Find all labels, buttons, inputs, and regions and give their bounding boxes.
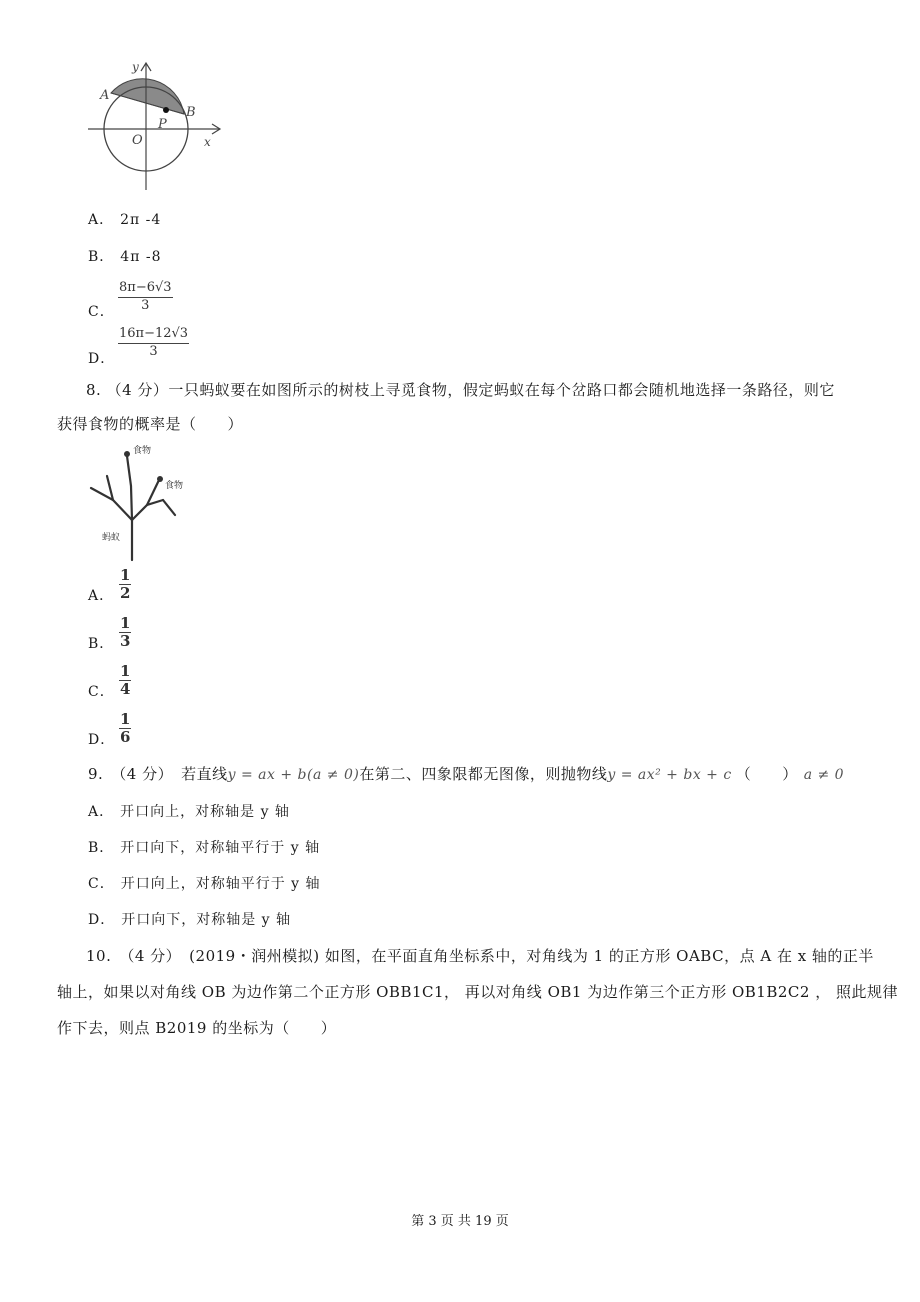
q7-option-a: A． 2π -4: [88, 212, 162, 228]
q9-option-d: D． 开口向下，对称轴是 y 轴: [88, 912, 292, 928]
q9-parabola-equation: y = ax² + bx + c: [607, 767, 732, 783]
q7-circle-figure: [80, 55, 230, 195]
q7-option-c-letter: C．: [88, 304, 115, 320]
q8-option-a-fraction: $\frac{1}{2}$: [120, 566, 131, 602]
q9-option-a: A． 开口向上，对称轴是 y 轴: [88, 804, 290, 820]
q10-text-line1: 10. （4 分） (2019・润州模拟) 如图，在平面直角坐标系中，对角线为 1 的正方形 OABC，点 A 在 x 轴的正半: [86, 947, 874, 965]
q9-line-equation: y = ax + b(a ≠ 0): [227, 767, 360, 783]
label-o: O: [132, 133, 143, 148]
q8-text-line2: 获得食物的概率是（ ）: [57, 415, 244, 433]
q7-option-c-fraction: $\frac{8\pi-6√3}{3}$: [119, 280, 172, 313]
label-x: x: [204, 135, 211, 149]
point-p: [163, 107, 169, 113]
q8-option-c-letter: C．: [88, 684, 115, 700]
food-label-1: 食物: [133, 446, 152, 456]
q8-option-d-letter: D．: [88, 732, 116, 748]
label-p: P: [158, 117, 167, 132]
q9-option-c: C． 开口向上，对称轴平行于 y 轴: [88, 876, 321, 892]
q7-option-b: B． 4π -8: [88, 249, 162, 265]
q8-tree-figure: [85, 440, 195, 565]
label-a: A: [100, 88, 110, 103]
q8-text-line1: 8. （4 分）一只蚂蚁要在如图所示的树枝上寻觅食物，假定蚂蚁在每个岔路口都会随机地选择一条路径，则它: [86, 381, 835, 399]
q10-text-line2: 轴上，如果以对角线 OB 为边作第二个正方形 OBB1C1， 再以对角线 OB1 为边作第三个正方形 OB1B2C2 ， 照此规律: [57, 983, 898, 1001]
q7-option-d-fraction: $\frac{16\pi-12√3}{3}$: [119, 326, 189, 359]
ant-label: 蚂蚁: [102, 533, 121, 543]
q8-option-b-fraction: $\frac{1}{3}$: [120, 614, 131, 650]
q8-option-b-letter: B．: [88, 636, 115, 652]
q10-text-line3: 作下去，则点 B2019 的坐标为（ ）: [57, 1019, 337, 1037]
label-b: B: [186, 105, 196, 120]
food-label-2: 食物: [165, 481, 184, 491]
q9-condition: a ≠ 0: [803, 767, 845, 783]
q9-option-b: B． 开口向下，对称轴平行于 y 轴: [88, 840, 321, 856]
q8-option-c-fraction: $\frac{1}{4}$: [120, 662, 131, 698]
q9-question: 9. （4 分） 若直线y = ax + b(a ≠ 0)在第二、四象限都无图像，则抛物线y = ax² + bx + c （ ） a ≠ 0: [88, 765, 845, 783]
label-y: y: [132, 60, 139, 74]
q7-option-d-letter: D．: [88, 351, 116, 367]
page-footer: 第 3 页 共 19 页: [411, 1214, 509, 1229]
q8-option-a-letter: A．: [88, 588, 115, 604]
q8-option-d-fraction: $\frac{1}{6}$: [120, 710, 131, 746]
